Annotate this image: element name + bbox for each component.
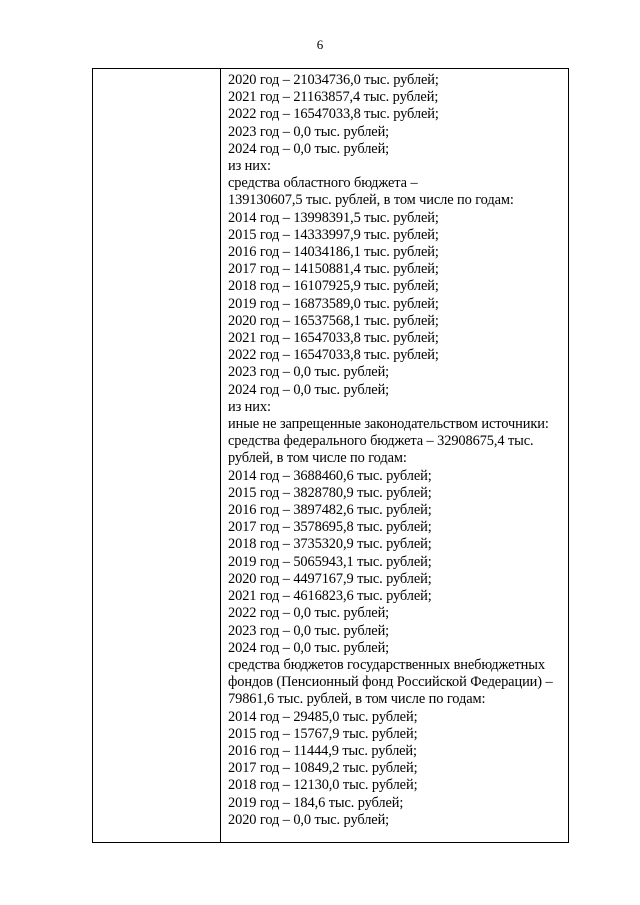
text-line: 2018 год – 12130,0 тыс. рублей; bbox=[228, 777, 418, 794]
text-line: 2022 год – 16547033,8 тыс. рублей; bbox=[228, 347, 439, 364]
text-line: 2018 год – 16107925,9 тыс. рублей; bbox=[228, 278, 439, 295]
text-line: 2023 год – 0,0 тыс. рублей; bbox=[228, 364, 390, 381]
text-line: фондов (Пенсионный фонд Российской Федерации) – bbox=[228, 674, 553, 691]
text-line: 2020 год – 0,0 тыс. рублей; bbox=[228, 811, 390, 828]
text-line: 2019 год – 184,6 тыс. рублей; bbox=[228, 794, 404, 811]
text-line: 2022 год – 16547033,8 тыс. рублей; bbox=[228, 106, 439, 123]
text-line: 2017 год – 10849,2 тыс. рублей; bbox=[228, 760, 418, 777]
text-line: 2016 год – 14034186,1 тыс. рублей; bbox=[228, 244, 439, 261]
funding-table bbox=[92, 68, 569, 843]
text-line: 2014 год – 3688460,6 тыс. рублей; bbox=[228, 467, 432, 484]
text-line: иные не запрещенные законодательством источники: bbox=[228, 416, 549, 433]
text-line: 2024 год – 0,0 тыс. рублей; bbox=[228, 639, 390, 656]
text-line: средства бюджетов государственных внебюджетных bbox=[228, 656, 545, 673]
text-line: 2024 год – 0,0 тыс. рублей; bbox=[228, 140, 390, 157]
page-number: 6 bbox=[316, 37, 324, 52]
text-line: 2017 год – 3578695,8 тыс. рублей; bbox=[228, 519, 432, 536]
text-line: 2022 год – 0,0 тыс. рублей; bbox=[228, 605, 390, 622]
text-line: 2020 год – 21034736,0 тыс. рублей; bbox=[228, 72, 439, 88]
text-line: средства областного бюджета – bbox=[228, 175, 418, 192]
text-line: 2021 год – 16547033,8 тыс. рублей; bbox=[228, 330, 439, 347]
text-line: 2015 год – 14333997,9 тыс. рублей; bbox=[228, 226, 439, 243]
text-line: 2017 год – 14150881,4 тыс. рублей; bbox=[228, 261, 439, 278]
text-line: средства федерального бюджета – 32908675,4 тыс. bbox=[228, 433, 534, 450]
table-right-cell bbox=[221, 69, 568, 842]
text-line: рублей, в том числе по годам: bbox=[228, 450, 407, 467]
text-line: 79861,6 тыс. рублей, в том числе по годам: bbox=[228, 691, 486, 708]
text-line: 2020 год – 4497167,9 тыс. рублей; bbox=[228, 570, 432, 587]
text-line: 2014 год – 29485,0 тыс. рублей; bbox=[228, 708, 418, 725]
table-left-cell bbox=[93, 69, 221, 842]
text-line: 2024 год – 0,0 тыс. рублей; bbox=[228, 381, 390, 398]
text-line: 2015 год – 15767,9 тыс. рублей; bbox=[228, 725, 418, 742]
text-line: 2015 год – 3828780,9 тыс. рублей; bbox=[228, 484, 432, 501]
text-line: из них: bbox=[228, 158, 271, 175]
text-line: 2016 год – 3897482,6 тыс. рублей; bbox=[228, 502, 432, 519]
text-line: 2019 год – 16873589,0 тыс. рублей; bbox=[228, 295, 439, 312]
text-line: 2018 год – 3735320,9 тыс. рублей; bbox=[228, 536, 432, 553]
text-line: 2014 год – 13998391,5 тыс. рублей; bbox=[228, 209, 439, 226]
text-line: 2020 год – 16537568,1 тыс. рублей; bbox=[228, 312, 439, 329]
text-line: 2021 год – 4616823,6 тыс. рублей; bbox=[228, 588, 432, 605]
text-line: 139130607,5 тыс. рублей, в том числе по годам: bbox=[228, 192, 514, 209]
text-line: 2016 год – 11444,9 тыс. рублей; bbox=[228, 742, 417, 759]
text-line: 2021 год – 21163857,4 тыс. рублей; bbox=[228, 89, 439, 106]
text-line: 2023 год – 0,0 тыс. рублей; bbox=[228, 123, 390, 140]
text-line: из них: bbox=[228, 398, 271, 415]
text-line: 2023 год – 0,0 тыс. рублей; bbox=[228, 622, 390, 639]
text-line: 2019 год – 5065943,1 тыс. рублей; bbox=[228, 553, 432, 570]
